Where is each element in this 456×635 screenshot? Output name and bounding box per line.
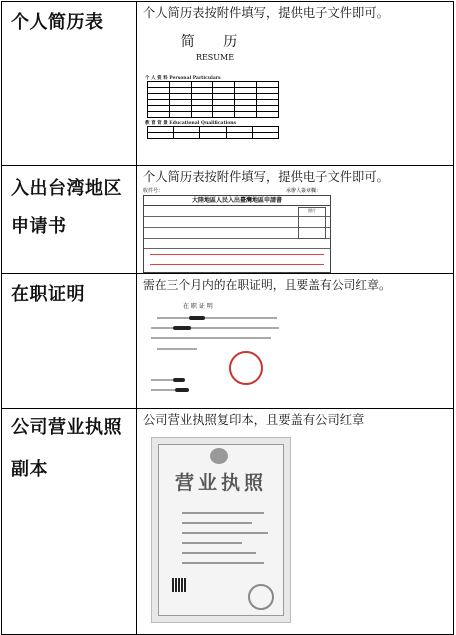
redaction-bar — [173, 378, 185, 382]
form-caption-left: 收件号： — [143, 188, 164, 195]
redaction-bar — [175, 388, 189, 392]
requirements-table — [1, 1, 454, 635]
label-cell — [2, 409, 137, 635]
redaction-bar — [189, 316, 205, 320]
label-cell — [2, 274, 137, 409]
resume-personal-grid — [147, 81, 279, 118]
row-description: 公司营业执照复印本，且要盖有公司红章 — [143, 413, 365, 428]
certificate-title: 在 职 证 明 — [183, 303, 213, 311]
label-cell — [2, 166, 137, 274]
row-label: 在职证明 — [11, 284, 85, 306]
form-red-line — [150, 264, 324, 265]
form-red-line — [150, 254, 324, 255]
registration-stamp — [248, 584, 274, 610]
national-emblem — [210, 448, 228, 464]
license-title: 营业执照 — [174, 471, 267, 494]
table-row — [2, 2, 454, 166]
employment-certificate-thumbnail — [143, 293, 443, 401]
row-label: 个人简历表 — [11, 12, 104, 33]
photo-box: 照片 — [298, 207, 326, 239]
resume-thumbnail — [145, 31, 285, 139]
form-title: 大陸地區人民入出臺灣地區申請書 — [144, 196, 330, 206]
table-row — [2, 166, 454, 274]
label-cell — [2, 2, 137, 166]
resume-section-education: 教 育 背 景 Educational Qualifications — [145, 121, 237, 127]
table-row — [2, 409, 454, 635]
row-label: 公司营业执照 — [11, 417, 122, 439]
row-label-line2: 副本 — [11, 458, 48, 480]
content-cell — [137, 274, 454, 409]
row-description: 需在三个月内的在职证明，且要盖有公司红章。 — [143, 278, 391, 293]
resume-subheading: RESUME — [195, 53, 235, 63]
row-label-line2: 申请书 — [11, 215, 67, 237]
content-cell — [137, 409, 454, 635]
form-caption-right: 承辦人簽章欄： — [285, 188, 321, 195]
resume-education-grid — [147, 126, 279, 139]
company-red-stamp — [229, 351, 263, 385]
qr-code — [172, 578, 186, 592]
row-description: 个人简历表按附件填写，提供电子文件即可。 — [143, 6, 389, 20]
resume-heading: 简 历 — [180, 34, 250, 51]
resume-section-personal: 个 人 资 料 Personal Particulars — [145, 76, 221, 82]
row-description: 个人简历表按附件填写，提供电子文件即可。 — [143, 170, 389, 184]
table-row — [2, 274, 454, 409]
taiwan-form-thumbnail — [143, 195, 331, 273]
content-cell — [137, 2, 454, 166]
content-cell — [137, 166, 454, 274]
redaction-bar — [173, 326, 191, 330]
business-license-thumbnail — [151, 437, 291, 623]
row-label: 入出台湾地区 — [11, 178, 122, 199]
